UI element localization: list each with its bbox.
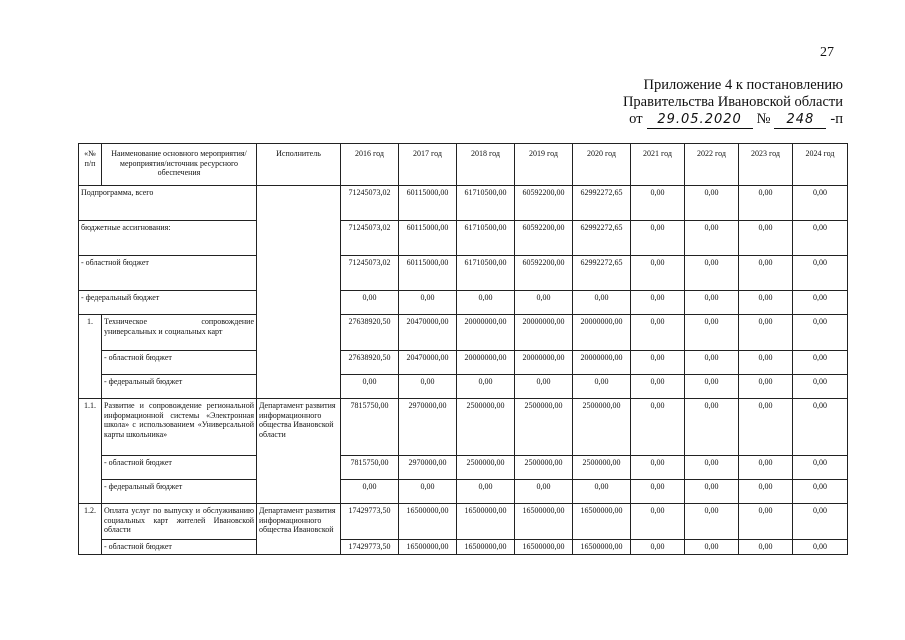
value-cell: 0,00 (399, 480, 457, 504)
value-cell: 0,00 (793, 256, 848, 291)
decree-number-sign: № (756, 111, 771, 127)
value-cell: 16500000,00 (515, 540, 573, 555)
value-cell: 60592200,00 (515, 256, 573, 291)
table-row (79, 291, 848, 315)
column-header: 2017 год (399, 144, 457, 186)
value-cell: 0,00 (341, 291, 399, 315)
value-cell: 0,00 (739, 456, 793, 480)
value-cell: 71245073,02 (341, 186, 399, 221)
row-name: Техническое сопровождение универсальных и социальных карт (102, 315, 257, 351)
value-cell: 0,00 (631, 480, 685, 504)
value-cell: 0,00 (515, 480, 573, 504)
value-cell: 0,00 (793, 540, 848, 555)
row-name: - федеральный бюджет (102, 375, 257, 399)
decree-from-label: от (629, 111, 643, 127)
value-cell: 7815750,00 (341, 399, 399, 456)
value-cell: 0,00 (685, 480, 739, 504)
value-cell: 2500000,00 (573, 399, 631, 456)
column-header: «№ п/п (79, 144, 102, 186)
value-cell: 0,00 (631, 399, 685, 456)
column-header: 2023 год (739, 144, 793, 186)
column-header: 2016 год (341, 144, 399, 186)
value-cell: 0,00 (739, 315, 793, 351)
row-name: Развитие и сопровождение региональной информационной системы «Электронная школа» с использованием «Универсальной карты школьника» (102, 399, 257, 456)
value-cell: 71245073,02 (341, 256, 399, 291)
value-cell: 62992272,65 (573, 256, 631, 291)
value-cell: 0,00 (793, 351, 848, 375)
value-cell: 20000000,00 (573, 315, 631, 351)
value-cell: 0,00 (793, 456, 848, 480)
value-cell: 0,00 (631, 291, 685, 315)
budget-table (78, 143, 848, 555)
value-cell: 0,00 (631, 315, 685, 351)
value-cell: 2500000,00 (457, 399, 515, 456)
value-cell: 20000000,00 (457, 351, 515, 375)
value-cell: 20000000,00 (457, 315, 515, 351)
value-cell: 0,00 (631, 221, 685, 256)
value-cell: 0,00 (739, 351, 793, 375)
value-cell: 0,00 (685, 540, 739, 555)
column-header: Исполнитель (257, 144, 341, 186)
value-cell: 20000000,00 (515, 351, 573, 375)
value-cell: 0,00 (341, 375, 399, 399)
value-cell: 0,00 (341, 480, 399, 504)
value-cell: 17429773,50 (341, 504, 399, 540)
value-cell: 0,00 (739, 221, 793, 256)
value-cell: 62992272,65 (573, 221, 631, 256)
decree-number-suffix: -п (830, 111, 843, 127)
value-cell: 0,00 (685, 399, 739, 456)
value-cell: 0,00 (793, 399, 848, 456)
table-row (79, 399, 848, 456)
value-cell: 20470000,00 (399, 351, 457, 375)
value-cell: 0,00 (739, 540, 793, 555)
row-name: - областной бюджет (102, 351, 257, 375)
decree-number: 248 (774, 111, 826, 129)
column-header: 2020 год (573, 144, 631, 186)
table-row (79, 540, 848, 555)
value-cell: 20000000,00 (515, 315, 573, 351)
value-cell: 0,00 (739, 291, 793, 315)
value-cell: 17429773,50 (341, 540, 399, 555)
value-cell: 0,00 (631, 351, 685, 375)
value-cell: 0,00 (793, 375, 848, 399)
appendix-header (623, 77, 843, 129)
value-cell: 2970000,00 (399, 456, 457, 480)
decree-date: 29.05.2020 (647, 111, 753, 129)
value-cell: 71245073,02 (341, 221, 399, 256)
table-header-row (79, 144, 848, 186)
value-cell: 61710500,00 (457, 221, 515, 256)
value-cell: 16500000,00 (399, 504, 457, 540)
value-cell: 2500000,00 (515, 399, 573, 456)
value-cell: 2500000,00 (515, 456, 573, 480)
value-cell: 0,00 (399, 291, 457, 315)
value-cell: 0,00 (739, 480, 793, 504)
table-row (79, 186, 848, 221)
value-cell: 0,00 (793, 186, 848, 221)
row-number: 1. (79, 315, 102, 399)
table-row (79, 456, 848, 480)
value-cell: 60115000,00 (399, 186, 457, 221)
value-cell: 60115000,00 (399, 221, 457, 256)
column-header: 2021 год (631, 144, 685, 186)
value-cell: 0,00 (739, 375, 793, 399)
value-cell: 0,00 (685, 186, 739, 221)
row-name: Подпрограмма, всего (79, 186, 257, 221)
value-cell: 16500000,00 (399, 540, 457, 555)
value-cell: 60115000,00 (399, 256, 457, 291)
appendix-issuer: Правительства Ивановской области (622, 94, 843, 110)
value-cell: 0,00 (685, 291, 739, 315)
column-header: 2022 год (685, 144, 739, 186)
value-cell: 60592200,00 (515, 186, 573, 221)
value-cell: 0,00 (457, 480, 515, 504)
value-cell: 27638920,50 (341, 351, 399, 375)
row-name: - областной бюджет (102, 540, 257, 555)
table-row (79, 504, 848, 540)
value-cell: 0,00 (573, 480, 631, 504)
value-cell: 0,00 (739, 186, 793, 221)
row-name: - областной бюджет (79, 256, 257, 291)
value-cell: 60592200,00 (515, 221, 573, 256)
row-name: бюджетные ассигнования: (79, 221, 257, 256)
value-cell: 0,00 (685, 375, 739, 399)
value-cell: 16500000,00 (573, 540, 631, 555)
value-cell: 0,00 (739, 256, 793, 291)
table-row (79, 315, 848, 351)
value-cell: 16500000,00 (457, 504, 515, 540)
executor-cell-empty (257, 186, 341, 399)
value-cell: 61710500,00 (457, 256, 515, 291)
value-cell: 0,00 (793, 221, 848, 256)
value-cell: 0,00 (685, 504, 739, 540)
row-number: 1.1. (79, 399, 102, 504)
column-header: 2018 год (457, 144, 515, 186)
table-row (79, 351, 848, 375)
value-cell: 16500000,00 (515, 504, 573, 540)
value-cell: 0,00 (631, 504, 685, 540)
value-cell: 0,00 (685, 221, 739, 256)
value-cell: 0,00 (399, 375, 457, 399)
value-cell: 0,00 (793, 480, 848, 504)
value-cell: 62992272,65 (573, 186, 631, 221)
value-cell: 7815750,00 (341, 456, 399, 480)
appendix-title: Приложение 4 к постановлению (643, 77, 843, 93)
executor-cell: Департамент развития информационного общества Ивановской области (257, 399, 341, 504)
value-cell: 0,00 (685, 256, 739, 291)
value-cell: 2500000,00 (573, 456, 631, 480)
table-row (79, 480, 848, 504)
value-cell: 27638920,50 (341, 315, 399, 351)
value-cell: 0,00 (515, 375, 573, 399)
value-cell: 0,00 (793, 291, 848, 315)
value-cell: 0,00 (573, 375, 631, 399)
value-cell: 0,00 (515, 291, 573, 315)
value-cell: 0,00 (685, 315, 739, 351)
page-number: 27 (820, 45, 834, 60)
value-cell: 0,00 (685, 351, 739, 375)
value-cell: 0,00 (793, 315, 848, 351)
value-cell: 0,00 (631, 456, 685, 480)
value-cell: 0,00 (631, 540, 685, 555)
value-cell: 0,00 (685, 456, 739, 480)
value-cell: 0,00 (631, 375, 685, 399)
value-cell: 0,00 (457, 375, 515, 399)
row-number: 1.2. (79, 504, 102, 555)
value-cell: 2500000,00 (457, 456, 515, 480)
value-cell: 16500000,00 (457, 540, 515, 555)
value-cell: 61710500,00 (457, 186, 515, 221)
decree-reference (623, 111, 843, 129)
value-cell: 0,00 (457, 291, 515, 315)
column-header: 2024 год (793, 144, 848, 186)
value-cell: 0,00 (631, 186, 685, 221)
row-name: - федеральный бюджет (102, 480, 257, 504)
table-row (79, 256, 848, 291)
value-cell: 0,00 (631, 256, 685, 291)
value-cell: 16500000,00 (573, 504, 631, 540)
executor-cell: Департамент развития информационного общества Ивановской (257, 504, 341, 555)
value-cell: 0,00 (573, 291, 631, 315)
column-header: Наименование основного мероприятия/мероприятия/источник ресурсного обеспечения (102, 144, 257, 186)
value-cell: 20000000,00 (573, 351, 631, 375)
value-cell: 20470000,00 (399, 315, 457, 351)
column-header: 2019 год (515, 144, 573, 186)
value-cell: 0,00 (739, 399, 793, 456)
value-cell: 2970000,00 (399, 399, 457, 456)
row-name: - федеральный бюджет (79, 291, 257, 315)
row-name: Оплата услуг по выпуску и обслуживанию социальных карт жителей Ивановской области (102, 504, 257, 540)
row-name: - областной бюджет (102, 456, 257, 480)
value-cell: 0,00 (793, 504, 848, 540)
table-row (79, 221, 848, 256)
value-cell: 0,00 (739, 504, 793, 540)
table-row (79, 375, 848, 399)
